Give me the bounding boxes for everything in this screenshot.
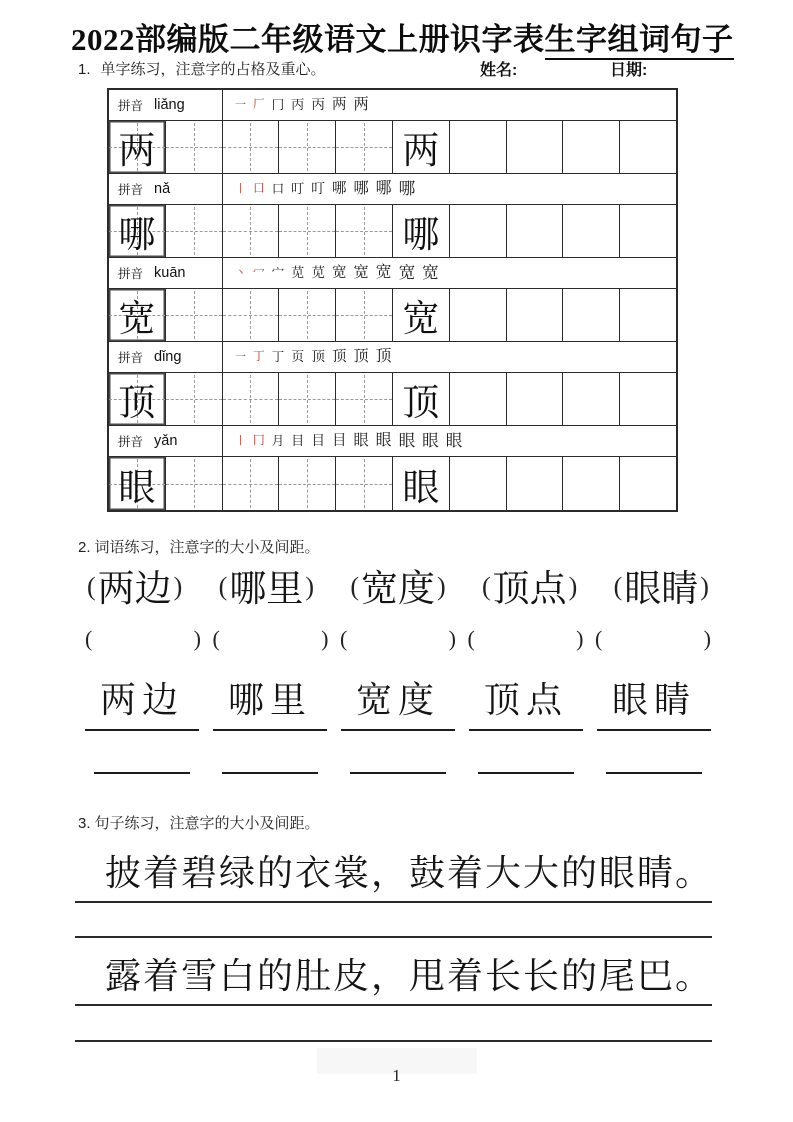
name-label: 姓名: bbox=[480, 62, 518, 79]
character-block bbox=[109, 342, 676, 426]
stroke-stage: 眼 bbox=[422, 430, 439, 450]
section1-heading bbox=[78, 58, 326, 79]
close-paren: ) bbox=[305, 572, 314, 601]
empty-paren-pair bbox=[85, 626, 201, 652]
stroke-stage: 叮 bbox=[291, 181, 305, 197]
empty-word-line bbox=[94, 772, 190, 774]
underlined-word: 顶点 bbox=[469, 672, 583, 731]
close-paren: ) bbox=[173, 572, 183, 601]
character-block bbox=[109, 174, 676, 258]
stroke-stage: 苋 bbox=[311, 265, 325, 281]
pinyin-row bbox=[109, 426, 676, 457]
section3-heading-text: 句子练习，注意字的大小及间距。 bbox=[94, 815, 320, 832]
title-underlined: 生字组词句子 bbox=[545, 22, 734, 60]
word-with-parens bbox=[480, 558, 579, 612]
practice-cell bbox=[563, 289, 620, 341]
open-paren: ( bbox=[212, 626, 220, 651]
stroke-stage: 眼 bbox=[398, 430, 416, 450]
stroke-stage: 宀 bbox=[271, 265, 285, 280]
practice-cell bbox=[223, 373, 280, 425]
stroke-stage: 丙 bbox=[291, 97, 305, 113]
practice-row bbox=[109, 457, 676, 510]
practice-cell bbox=[563, 457, 620, 510]
pinyin-label: 拼音 bbox=[118, 267, 144, 281]
word-with-parens bbox=[612, 558, 711, 612]
section2-heading bbox=[78, 536, 320, 557]
stroke-stage: 叮 bbox=[311, 181, 325, 197]
open-paren: ( bbox=[218, 572, 228, 601]
practice-cell bbox=[166, 121, 223, 173]
close-paren: ) bbox=[436, 572, 446, 601]
pinyin-label-cell bbox=[109, 258, 223, 288]
practice-cell bbox=[166, 373, 223, 425]
stroke-stage: 丨 bbox=[235, 182, 246, 195]
stroke-stage: 哪 bbox=[331, 180, 347, 197]
practice-cell bbox=[109, 289, 166, 341]
practice-sentence-2: 露着雪白的肚皮，甩着长长的尾巴。 bbox=[75, 948, 712, 1006]
open-paren: ( bbox=[481, 572, 491, 601]
practice-cell bbox=[223, 289, 280, 341]
practice-cell bbox=[450, 205, 507, 257]
pinyin-row bbox=[109, 342, 676, 373]
stroke-stage: 宽 bbox=[353, 264, 369, 282]
stroke-stage: 冖 bbox=[253, 266, 265, 280]
open-paren: ( bbox=[595, 626, 603, 651]
character-block bbox=[109, 258, 676, 342]
pinyin-row bbox=[109, 258, 676, 289]
character-block bbox=[109, 426, 676, 510]
pinyin-label-cell bbox=[109, 90, 223, 120]
empty-word-line bbox=[478, 772, 574, 774]
pinyin-value: yǎn bbox=[154, 433, 178, 449]
practice-cell bbox=[166, 289, 223, 341]
open-paren: ( bbox=[467, 626, 475, 651]
word-text: 顶点 bbox=[492, 569, 567, 610]
practice-cell bbox=[223, 121, 280, 173]
practice-cell bbox=[336, 373, 393, 425]
character-practice-table bbox=[107, 88, 678, 512]
practice-cell bbox=[620, 289, 676, 341]
practice-cell bbox=[450, 373, 507, 425]
practice-cell bbox=[620, 205, 676, 257]
pinyin-value: dǐng bbox=[154, 349, 182, 365]
word-text: 宽度 bbox=[360, 569, 435, 610]
stroke-stage: 眼 bbox=[375, 432, 392, 450]
close-paren: ) bbox=[703, 626, 711, 651]
close-paren: ) bbox=[448, 626, 456, 651]
underlined-word: 眼睛 bbox=[597, 672, 711, 731]
word-text: 两边 bbox=[97, 569, 172, 610]
stroke-stage: 哪 bbox=[398, 178, 416, 198]
word-text: 眼睛 bbox=[624, 569, 699, 610]
stroke-stage: 页 bbox=[291, 349, 305, 365]
underlined-word: 宽度 bbox=[341, 672, 455, 731]
practice-cell bbox=[620, 457, 676, 510]
practice-cell bbox=[393, 373, 450, 425]
stroke-stage: 目 bbox=[331, 432, 347, 449]
pinyin-label: 拼音 bbox=[118, 435, 144, 449]
stroke-stage: 两 bbox=[353, 96, 369, 114]
blank-writing-line-2 bbox=[75, 1040, 712, 1042]
stroke-order-strip bbox=[223, 174, 676, 204]
stroke-stage: 目 bbox=[291, 433, 305, 449]
practice-cell bbox=[279, 373, 336, 425]
stroke-stage: 月 bbox=[271, 433, 285, 448]
stroke-stage: 眼 bbox=[445, 430, 463, 450]
word-with-parens bbox=[85, 558, 184, 612]
blank-writing-line-1 bbox=[75, 936, 712, 938]
stroke-order-strip bbox=[223, 426, 676, 456]
underlined-word: 两边 bbox=[85, 672, 199, 731]
practice-cell bbox=[620, 373, 676, 425]
practice-character: 顶 bbox=[118, 383, 156, 424]
stroke-stage: 苋 bbox=[291, 265, 305, 281]
stroke-stage: 一 bbox=[235, 98, 246, 111]
stroke-order-strip bbox=[223, 90, 676, 120]
practice-cell bbox=[223, 457, 280, 510]
close-paren: ) bbox=[700, 572, 709, 601]
word-with-parens bbox=[348, 558, 447, 612]
practice-row bbox=[109, 373, 676, 426]
pinyin-label: 拼音 bbox=[118, 351, 144, 365]
practice-cell bbox=[109, 205, 166, 257]
pinyin-row bbox=[109, 174, 676, 205]
open-paren: ( bbox=[350, 572, 359, 601]
stroke-stage: 宽 bbox=[375, 264, 392, 282]
stroke-order-strip bbox=[223, 342, 676, 372]
pinyin-label-cell bbox=[109, 174, 223, 204]
stroke-stage: 厂 bbox=[253, 98, 265, 112]
date-label: 日期: bbox=[610, 62, 648, 79]
stroke-order-strip bbox=[223, 258, 676, 288]
practice-cell bbox=[563, 121, 620, 173]
stroke-stage: 一 bbox=[235, 350, 246, 363]
character-block bbox=[109, 90, 676, 174]
pinyin-value: kuān bbox=[154, 265, 186, 281]
practice-cell bbox=[336, 289, 393, 341]
practice-cell bbox=[166, 457, 223, 510]
practice-character: 宽 bbox=[402, 299, 440, 340]
practice-character: 眼 bbox=[402, 467, 440, 509]
practice-character: 顶 bbox=[402, 383, 440, 424]
practice-character: 宽 bbox=[118, 299, 156, 340]
stroke-stage: 丁 bbox=[253, 350, 265, 364]
stroke-stage: 顶 bbox=[331, 348, 347, 365]
pinyin-label: 拼音 bbox=[118, 183, 144, 197]
practice-cell bbox=[109, 373, 166, 425]
page-number: 1 bbox=[392, 1066, 401, 1085]
stroke-stage: 哪 bbox=[353, 180, 369, 198]
close-paren: ) bbox=[576, 626, 584, 651]
practice-row bbox=[109, 121, 676, 174]
stroke-stage: 顶 bbox=[311, 349, 325, 365]
practice-character: 哪 bbox=[402, 215, 440, 256]
practice-cell bbox=[507, 289, 564, 341]
open-paren: ( bbox=[87, 572, 96, 601]
stroke-stage: 丙 bbox=[311, 97, 325, 113]
practice-cell bbox=[507, 121, 564, 173]
section2-heading-text: 词语练习，注意字的大小及间距。 bbox=[94, 539, 320, 556]
empty-paren-pair bbox=[595, 626, 711, 652]
practice-row bbox=[109, 205, 676, 258]
open-paren: ( bbox=[340, 626, 348, 651]
pinyin-label-cell bbox=[109, 342, 223, 372]
stroke-stage: 丶 bbox=[235, 266, 246, 279]
practice-character: 哪 bbox=[118, 215, 156, 256]
stroke-stage: 宽 bbox=[331, 264, 347, 281]
empty-word-line bbox=[606, 772, 702, 774]
section3-heading bbox=[78, 812, 320, 833]
stroke-stage: 冂 bbox=[253, 434, 265, 448]
section3-number: 3. bbox=[78, 815, 91, 832]
practice-sentence-1: 披着碧绿的衣裳，鼓着大大的眼睛。 bbox=[75, 845, 712, 903]
stroke-stage: 两 bbox=[331, 96, 347, 113]
empty-paren-pair bbox=[340, 626, 456, 652]
practice-cell bbox=[450, 457, 507, 510]
stroke-stage: 目 bbox=[311, 433, 325, 449]
pinyin-label: 拼音 bbox=[118, 99, 144, 113]
word-text: 哪里 bbox=[229, 569, 304, 610]
stroke-stage: 丨 bbox=[235, 434, 246, 447]
section1-number: 1. bbox=[78, 61, 91, 78]
practice-cell bbox=[279, 289, 336, 341]
pinyin-label-cell bbox=[109, 426, 223, 456]
pinyin-value: nǎ bbox=[154, 181, 171, 197]
practice-cell bbox=[450, 121, 507, 173]
practice-cell bbox=[279, 457, 336, 510]
practice-cell bbox=[620, 121, 676, 173]
open-paren: ( bbox=[613, 572, 623, 601]
paren-words-row bbox=[85, 558, 711, 612]
word-with-parens bbox=[217, 558, 316, 612]
empty-word-line bbox=[350, 772, 446, 774]
section1-heading-text: 单字练习，注意字的占格及重心。 bbox=[100, 61, 326, 78]
practice-cell bbox=[109, 121, 166, 173]
empty-underlines-row bbox=[85, 764, 711, 774]
close-paren: ) bbox=[193, 626, 201, 651]
practice-cell bbox=[109, 457, 166, 510]
practice-cell bbox=[279, 121, 336, 173]
practice-cell bbox=[393, 205, 450, 257]
practice-cell bbox=[507, 457, 564, 510]
practice-cell bbox=[393, 289, 450, 341]
title-plain: 2022部编版二年级语文上册识字表 bbox=[71, 22, 545, 57]
stroke-stage: 丁 bbox=[271, 349, 285, 364]
empty-parens-row bbox=[85, 626, 711, 652]
pinyin-row bbox=[109, 90, 676, 121]
empty-paren-pair bbox=[213, 626, 329, 652]
practice-cell bbox=[336, 457, 393, 510]
practice-cell bbox=[166, 205, 223, 257]
close-paren: ) bbox=[568, 572, 578, 601]
practice-cell bbox=[336, 121, 393, 173]
open-paren: ( bbox=[85, 626, 93, 651]
stroke-stage: 口 bbox=[253, 182, 265, 196]
section2-number: 2. bbox=[78, 539, 91, 556]
practice-cell bbox=[393, 121, 450, 173]
stroke-stage: 顶 bbox=[375, 348, 392, 366]
practice-character: 两 bbox=[118, 131, 156, 172]
practice-cell bbox=[563, 373, 620, 425]
pinyin-value: liǎng bbox=[154, 97, 185, 113]
practice-cell bbox=[563, 205, 620, 257]
stroke-stage: 顶 bbox=[353, 348, 369, 366]
practice-character: 眼 bbox=[118, 467, 156, 509]
underlined-word: 哪里 bbox=[213, 672, 327, 731]
page-title bbox=[71, 14, 734, 59]
practice-cell bbox=[223, 205, 280, 257]
practice-row bbox=[109, 289, 676, 342]
practice-cell bbox=[279, 205, 336, 257]
empty-paren-pair bbox=[468, 626, 584, 652]
practice-cell bbox=[450, 289, 507, 341]
stroke-stage: 口 bbox=[271, 181, 285, 196]
practice-cell bbox=[336, 205, 393, 257]
stroke-stage: 宽 bbox=[422, 262, 439, 282]
underlined-words-row bbox=[85, 672, 711, 731]
stroke-stage: 冂 bbox=[271, 97, 285, 112]
practice-character: 两 bbox=[402, 131, 440, 172]
empty-word-line bbox=[222, 772, 318, 774]
close-paren: ) bbox=[321, 626, 329, 651]
stroke-stage: 眼 bbox=[353, 432, 369, 450]
practice-cell bbox=[507, 205, 564, 257]
practice-cell bbox=[507, 373, 564, 425]
practice-cell bbox=[393, 457, 450, 510]
stroke-stage: 哪 bbox=[375, 180, 392, 198]
stroke-stage: 宽 bbox=[398, 262, 416, 282]
